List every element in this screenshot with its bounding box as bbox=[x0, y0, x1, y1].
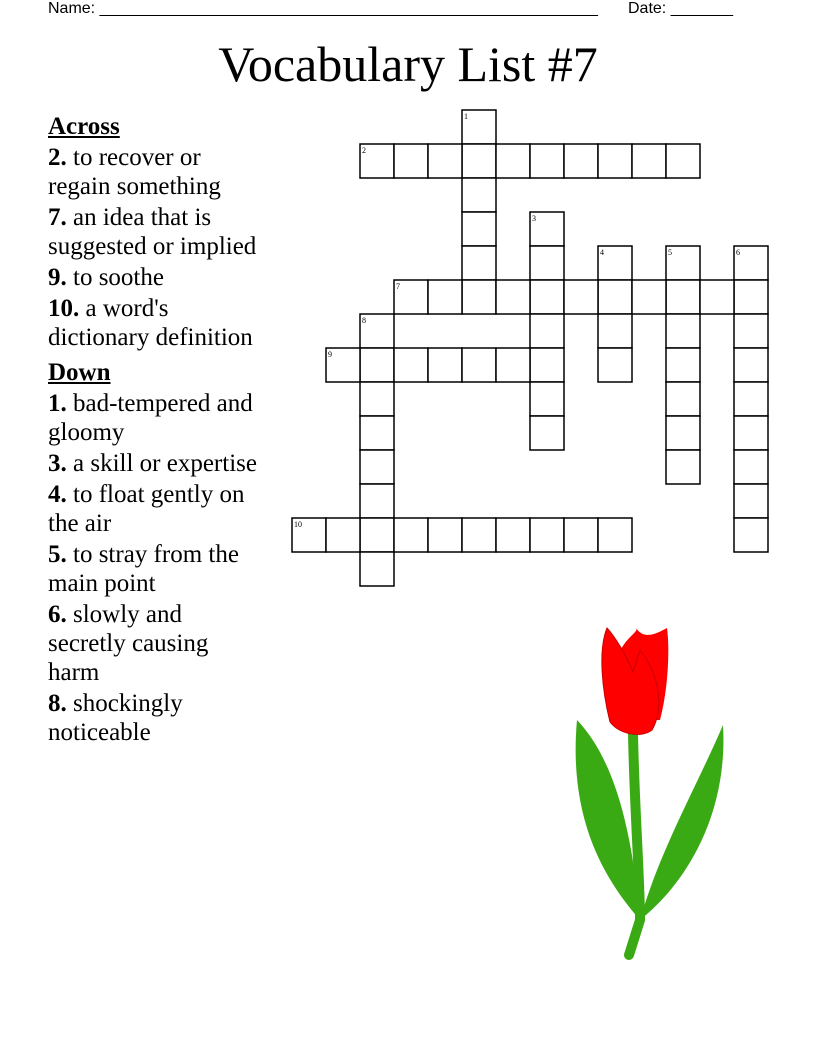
crossword-cell[interactable] bbox=[462, 144, 496, 178]
crossword-cell[interactable] bbox=[734, 518, 768, 552]
crossword-cell[interactable] bbox=[530, 518, 564, 552]
crossword-cell[interactable] bbox=[462, 178, 496, 212]
clue-text: shockingly noticeable bbox=[48, 690, 183, 746]
crossword-cell[interactable] bbox=[530, 348, 564, 382]
crossword-cell[interactable] bbox=[598, 246, 632, 280]
clue-number: 9. bbox=[48, 264, 67, 291]
crossword-cell[interactable] bbox=[530, 280, 564, 314]
crossword-cell[interactable] bbox=[734, 484, 768, 518]
clue-across-10 bbox=[48, 294, 258, 352]
crossword-cell[interactable] bbox=[734, 382, 768, 416]
crossword-cell[interactable] bbox=[394, 348, 428, 382]
clue-text: to recover or regain something bbox=[48, 144, 221, 200]
crossword-cell[interactable] bbox=[462, 246, 496, 280]
stem bbox=[629, 732, 640, 955]
crossword-cell[interactable] bbox=[496, 348, 530, 382]
tulip-illustration bbox=[560, 620, 730, 965]
crossword-cell[interactable] bbox=[530, 382, 564, 416]
crossword-cell[interactable] bbox=[666, 450, 700, 484]
cell-number: 2 bbox=[362, 146, 366, 155]
clue-list bbox=[48, 112, 258, 747]
cell-number: 3 bbox=[532, 214, 536, 223]
clue-across-7 bbox=[48, 203, 258, 261]
crossword-cell[interactable] bbox=[360, 314, 394, 348]
clue-text: to stray from the main point bbox=[48, 541, 239, 597]
clue-text: a skill or expertise bbox=[73, 450, 257, 477]
date-field bbox=[628, 0, 733, 18]
name-line[interactable]: ________________________________________________________ bbox=[99, 0, 598, 17]
date-label: Date: bbox=[628, 0, 667, 17]
crossword-cell[interactable] bbox=[462, 212, 496, 246]
crossword-cell[interactable] bbox=[394, 518, 428, 552]
crossword-cell[interactable] bbox=[666, 416, 700, 450]
cell-number: 1 bbox=[464, 112, 468, 121]
crossword-cell[interactable] bbox=[462, 518, 496, 552]
crossword-cell[interactable] bbox=[530, 212, 564, 246]
crossword-cell[interactable] bbox=[360, 484, 394, 518]
crossword-cell[interactable] bbox=[360, 348, 394, 382]
crossword-cell[interactable] bbox=[564, 144, 598, 178]
clue-number: 10. bbox=[48, 295, 80, 322]
crossword-cell[interactable] bbox=[666, 144, 700, 178]
crossword-cell[interactable] bbox=[666, 382, 700, 416]
crossword-cell[interactable] bbox=[428, 144, 462, 178]
crossword-cell[interactable] bbox=[666, 246, 700, 280]
clue-number: 7. bbox=[48, 204, 67, 231]
crossword-cell[interactable] bbox=[734, 450, 768, 484]
crossword-cell[interactable] bbox=[496, 280, 530, 314]
cell-number: 9 bbox=[328, 350, 332, 359]
crossword-cell[interactable] bbox=[360, 416, 394, 450]
crossword-cell[interactable] bbox=[360, 518, 394, 552]
crossword-cell[interactable] bbox=[666, 314, 700, 348]
crossword-cell[interactable] bbox=[598, 314, 632, 348]
crossword-cell[interactable] bbox=[496, 144, 530, 178]
cell-number: 6 bbox=[736, 248, 740, 257]
crossword-cell[interactable] bbox=[734, 280, 768, 314]
clue-text: to soothe bbox=[73, 264, 164, 291]
clue-number: 2. bbox=[48, 144, 67, 171]
crossword-cell[interactable] bbox=[564, 518, 598, 552]
down-heading: Down bbox=[48, 359, 111, 386]
clue-down-1 bbox=[48, 389, 258, 447]
clue-text: an idea that is suggested or implied bbox=[48, 204, 257, 260]
clue-number: 6. bbox=[48, 601, 67, 628]
crossword-cell[interactable] bbox=[360, 144, 394, 178]
crossword-cell[interactable] bbox=[598, 348, 632, 382]
clue-number: 3. bbox=[48, 450, 67, 477]
crossword-cell[interactable] bbox=[598, 518, 632, 552]
clue-number: 8. bbox=[48, 690, 67, 717]
page-title: Vocabulary List #7 bbox=[218, 36, 598, 92]
clue-across-2 bbox=[48, 143, 258, 201]
clue-number: 5. bbox=[48, 541, 67, 568]
clue-text: to float gently on the air bbox=[48, 481, 245, 537]
clue-text: slowly and secretly causing harm bbox=[48, 601, 209, 686]
crossword-cell[interactable] bbox=[360, 450, 394, 484]
crossword-cell[interactable] bbox=[530, 314, 564, 348]
crossword-cell[interactable] bbox=[666, 348, 700, 382]
clue-down-6 bbox=[48, 600, 258, 687]
crossword-cell[interactable] bbox=[462, 280, 496, 314]
right-leaf bbox=[640, 725, 723, 920]
date-line[interactable]: _______ bbox=[670, 0, 733, 17]
cell-number: 10 bbox=[294, 520, 302, 529]
cell-number: 5 bbox=[668, 248, 672, 257]
crossword-cell[interactable] bbox=[632, 144, 666, 178]
crossword-cell[interactable] bbox=[326, 348, 360, 382]
crossword-cell[interactable] bbox=[530, 416, 564, 450]
across-heading: Across bbox=[48, 113, 120, 140]
crossword-cell[interactable] bbox=[632, 280, 666, 314]
crossword-cell[interactable] bbox=[462, 348, 496, 382]
crossword-cell[interactable] bbox=[530, 246, 564, 280]
clue-number: 1. bbox=[48, 390, 67, 417]
crossword-cell[interactable] bbox=[360, 552, 394, 586]
clue-text: a word's dictionary definition bbox=[48, 295, 253, 351]
crossword-cell[interactable] bbox=[666, 280, 700, 314]
crossword-cell[interactable] bbox=[428, 280, 462, 314]
crossword-cell[interactable] bbox=[700, 280, 734, 314]
clue-text: bad-tempered and gloomy bbox=[48, 390, 253, 446]
crossword-cell[interactable] bbox=[394, 144, 428, 178]
crossword-cell[interactable] bbox=[734, 314, 768, 348]
crossword-cell[interactable] bbox=[734, 348, 768, 382]
crossword-cell[interactable] bbox=[292, 518, 326, 552]
crossword-cell[interactable] bbox=[428, 348, 462, 382]
crossword-cell[interactable] bbox=[428, 518, 462, 552]
cell-number: 7 bbox=[396, 282, 400, 291]
crossword-cell[interactable] bbox=[496, 518, 530, 552]
clue-down-5 bbox=[48, 540, 258, 598]
crossword-cell[interactable] bbox=[598, 280, 632, 314]
crossword-cell[interactable] bbox=[326, 518, 360, 552]
crossword-cell[interactable] bbox=[734, 246, 768, 280]
crossword-cell[interactable] bbox=[598, 144, 632, 178]
crossword-cell[interactable] bbox=[462, 110, 496, 144]
cell-number: 4 bbox=[600, 248, 604, 257]
clue-across-9 bbox=[48, 263, 258, 292]
name-field bbox=[48, 0, 598, 18]
clue-down-4 bbox=[48, 480, 258, 538]
crossword-cell[interactable] bbox=[564, 280, 598, 314]
clue-down-8 bbox=[48, 689, 258, 747]
name-label: Name: bbox=[48, 0, 96, 17]
crossword-cell[interactable] bbox=[360, 382, 394, 416]
clue-number: 4. bbox=[48, 481, 67, 508]
crossword-cell[interactable] bbox=[394, 280, 428, 314]
cell-number: 8 bbox=[362, 316, 366, 325]
clue-down-3 bbox=[48, 449, 258, 478]
crossword-cell[interactable] bbox=[734, 416, 768, 450]
crossword-cell[interactable] bbox=[530, 144, 564, 178]
